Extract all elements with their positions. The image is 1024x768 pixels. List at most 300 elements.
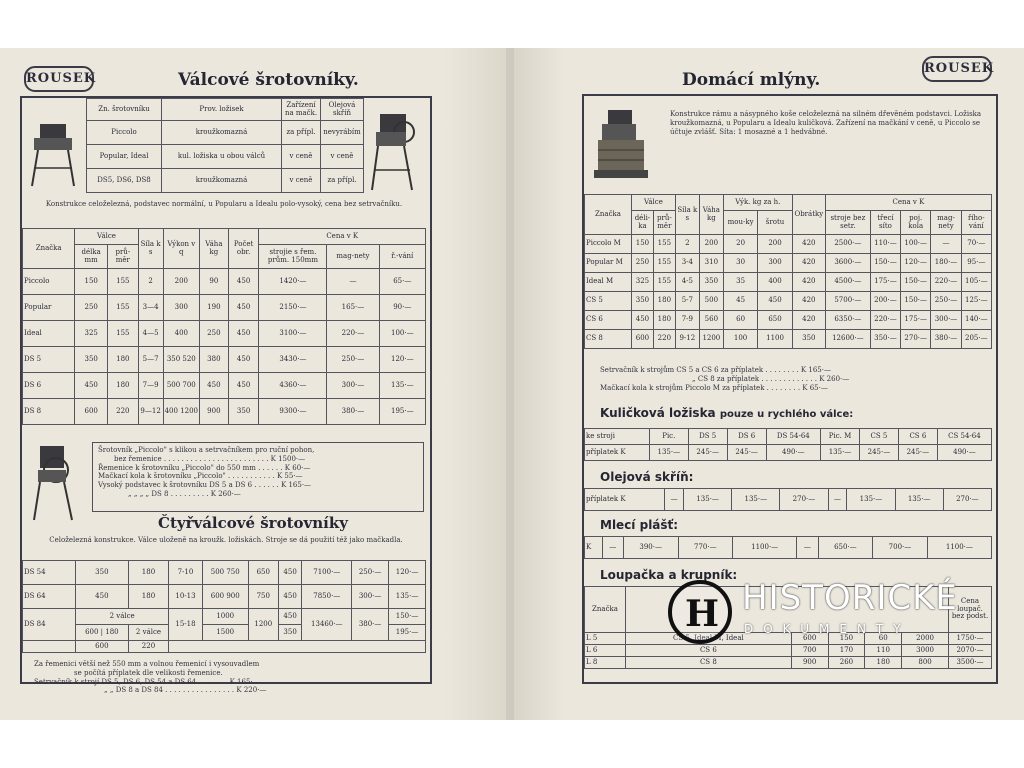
table-cell: Pic. (649, 429, 688, 445)
table-cell: 135·— (732, 489, 780, 511)
col-header: prů-měr (653, 211, 675, 235)
table-cell: kroužkomazná (162, 169, 282, 193)
table-cell: 500 (699, 292, 723, 311)
table-cell: 450 (228, 373, 259, 399)
table-cell: příplatek K (585, 445, 650, 461)
table-cell: 180 (128, 585, 169, 609)
col-header: Výkon v q (163, 229, 199, 269)
col-header: mag-nety (327, 245, 379, 269)
table-row (585, 273, 992, 292)
table-row (585, 330, 992, 349)
table-cell: 420 (792, 235, 825, 254)
table-cell: 135·— (821, 445, 860, 461)
table-cell: 300·— (931, 311, 961, 330)
table-cell: 490·— (937, 445, 991, 461)
table-cell: 250 (200, 321, 229, 347)
table-cell: 135·— (389, 585, 426, 609)
table-cell: 195·— (379, 399, 425, 425)
table-cell: 300 (163, 295, 199, 321)
table-cell: 45 (723, 292, 757, 311)
table-cell: 500 700 (163, 373, 199, 399)
table-cell: Piccolo M (585, 235, 632, 254)
table-cell: 2070·— (949, 645, 992, 657)
table-cell: 120·— (901, 254, 931, 273)
table-cell: DS 64 (23, 585, 76, 609)
col-header: Cena v K (259, 229, 426, 245)
section-four-roller-title: Čtyřválcové šrotovníky (158, 514, 348, 532)
home-mill-intro: Konstrukce rámu a násypného koše celoželezná na silném dřevěném podstavci. Ložiska kroužkomazná, u Popularu a Idealu kuličková. Zařízení na mačkání v ceně, u Piccolo se účtuje zvlášť. Síta: 1 mosazné a 1 hedvábné. (670, 110, 982, 136)
table-cell: 5700·— (825, 292, 870, 311)
table-cell: 7850·— (302, 585, 352, 609)
table-cell: 400 1200 (163, 399, 199, 425)
table-cell: 135·— (379, 373, 425, 399)
section-four-roller-note: Celoželezná konstrukce. Válce uloženě na kroužk. ložiskách. Stroje se dá použití též jako mačkadla. (49, 536, 403, 544)
col-header: Válce (631, 195, 675, 211)
note-line: se počítá příplatek dle velikosti řemenice. (74, 668, 223, 677)
table-cell: 420 (792, 292, 825, 311)
table-cell: 325 (631, 273, 653, 292)
table-cell: 500 750 (202, 561, 248, 585)
table-cell: 180 (108, 373, 139, 399)
table-cell: 150 (631, 235, 653, 254)
table-cell: 600 900 (202, 585, 248, 609)
ball-bearings-label: Kuličková ložiska (600, 406, 716, 420)
table-cell: 3100·— (259, 321, 327, 347)
table-cell: 600 (75, 399, 108, 425)
table-cell: 560 (699, 311, 723, 330)
table-cell: 450 (200, 373, 229, 399)
table-cell: 65·— (379, 269, 425, 295)
table-cell: 95·— (961, 254, 991, 273)
table-cell: 2500·— (825, 235, 870, 254)
col-header: Značka (585, 195, 632, 235)
note-line: Šrotovník „Piccolo" s klikou a setrvačníkem pro ruční pohon, (98, 446, 315, 454)
table-cell: 350 (76, 561, 129, 585)
table-cell: CS 8 (585, 330, 632, 349)
table-row (23, 585, 426, 609)
table-cell: 155 (653, 254, 675, 273)
table-cell: DS 84 (23, 609, 76, 641)
table-cell: 2 válce (76, 609, 169, 625)
table-cell: 110 (865, 645, 902, 657)
table-cell: 350 520 (163, 347, 199, 373)
table-cell: 135·— (649, 445, 688, 461)
table-cell: 220·— (931, 273, 961, 292)
table-row (585, 311, 992, 330)
table-row (585, 235, 992, 254)
table-cell: 9300·— (259, 399, 327, 425)
historicke-dokumenty-watermark (668, 578, 968, 650)
table-cell: 350·— (870, 330, 900, 349)
table-cell: DS 6 (727, 429, 766, 445)
table-cell: 6350·— (825, 311, 870, 330)
col-header: Obrátky (792, 195, 825, 235)
home-mill-notes (600, 366, 990, 392)
table-cell: v ceně (282, 145, 321, 169)
table-cell: 350 (699, 273, 723, 292)
table-cell: 140·— (961, 311, 991, 330)
table-cell: 195·— (389, 625, 426, 641)
table-cell: 155 (653, 273, 675, 292)
table-cell: 135·— (895, 489, 943, 511)
note-line: Setrvačník k strojí DS 5, DS 6, DS 54 a DS 64 . . . . . . . K 165·— (34, 677, 260, 686)
table-cell: 7-10 (169, 561, 202, 585)
table-cell: 60 (723, 311, 757, 330)
note-line: Mačkací kola k šrotovníku „Piccolo" . . . . . . . . . . . K 55·— (98, 472, 303, 481)
table-cell: 150·— (389, 609, 426, 625)
table-cell: 4-5 (675, 273, 699, 292)
table-cell: 5—7 (138, 347, 163, 373)
table-cell: 150·— (870, 254, 900, 273)
table-cell: DS 54 (23, 561, 76, 585)
table-row (23, 373, 426, 399)
table-cell: DS 6 (23, 373, 75, 399)
four-roller-table (22, 560, 426, 653)
table-cell: 3000 (902, 645, 949, 657)
table-cell: 180·— (931, 254, 961, 273)
table-row (23, 295, 426, 321)
table-cell: DS5, DS6, DS8 (87, 169, 162, 193)
home-mill-illustration (590, 106, 652, 182)
table-cell: — (828, 489, 847, 511)
col-header: mou-ky (723, 211, 757, 235)
table-cell: 650 (248, 561, 278, 585)
table-cell: 155 (653, 235, 675, 254)
table-cell: 800 (902, 657, 949, 669)
col-header: délka mm (75, 245, 108, 269)
rousek-logo: ROUSEK (24, 66, 94, 92)
table-cell: Popular M (585, 254, 632, 273)
watermark-subtext: DOKUMENTY (744, 622, 911, 636)
table-cell: kul. ložiska u obou válců (162, 145, 282, 169)
table-cell: 155 (108, 321, 139, 347)
table-cell: CS 6 (626, 645, 792, 657)
table-cell: nevyrábím (321, 121, 364, 145)
table-cell: 250 (75, 295, 108, 321)
table-cell: 200 (163, 269, 199, 295)
table-cell: 1100·— (733, 537, 797, 559)
table-cell: 270·— (943, 489, 991, 511)
table-cell: 245·— (688, 445, 727, 461)
table-cell: 1100·— (927, 537, 991, 559)
table-cell: Popular (23, 295, 75, 321)
table-cell: 420 (792, 273, 825, 292)
col-header: Olejová skříň (321, 99, 364, 121)
table-cell: 450 (278, 585, 302, 609)
col-header: Zařízení na mačk. (282, 99, 321, 121)
col-header: Síla k s (675, 195, 699, 235)
table-cell: 250·— (327, 347, 379, 373)
col-header: ř.-vání (379, 245, 425, 269)
piccolo-notes (98, 446, 418, 499)
table-cell: 90·— (379, 295, 425, 321)
col-header: prů-měr (108, 245, 139, 269)
four-roller-body (23, 561, 426, 609)
table-cell: 350 (278, 625, 302, 641)
table-cell: 245·— (859, 445, 898, 461)
table-cell: 600 (76, 641, 129, 653)
huller-title: Loupačka a krupník: (600, 568, 738, 582)
table-cell: 2000 (902, 633, 949, 645)
table-cell: 350 (792, 330, 825, 349)
table-cell: 4500·— (825, 273, 870, 292)
grinding-shell-table (584, 536, 992, 559)
note-line: „ „ DS 8 a DS 84 . . . . . . . . . . . . . . . . K 220·— (104, 686, 267, 695)
col-header: Značka (23, 229, 75, 269)
table-cell: CS 5 (859, 429, 898, 445)
page-title: Válcové šrotovníky. (178, 70, 359, 90)
construction-note: Konstrukce celoželezná, podstavec normální, u Popularu a Idealu polo-vysoký, cena bez setrvačníku. (45, 200, 403, 208)
table-cell: 770·— (678, 537, 733, 559)
table-cell: 105·— (961, 273, 991, 292)
bearing-table (86, 98, 364, 193)
table-cell: 150·— (901, 273, 931, 292)
left-footer-notes (34, 660, 414, 695)
table-cell: L 5 (585, 633, 626, 645)
table-cell: CS 54-64 (937, 429, 991, 445)
table-cell: 30 (723, 254, 757, 273)
table-cell: 4360·— (259, 373, 327, 399)
table-cell: 20 (723, 235, 757, 254)
table-cell: 2 (675, 235, 699, 254)
table-cell: 1500 (202, 625, 248, 641)
table-cell: 3500·— (949, 657, 992, 669)
table-cell: CS 8 (626, 657, 792, 669)
table-cell: DS 8 (23, 399, 75, 425)
table-cell: 15-18 (169, 609, 202, 641)
watermark-letter: H (685, 593, 720, 635)
watermark-logo-icon (668, 580, 732, 644)
table-cell: 180 (108, 347, 139, 373)
table-cell: Ideal M (585, 273, 632, 292)
col-header: Váha kg (699, 195, 723, 235)
table-cell: 150 (75, 269, 108, 295)
table-cell: 120·— (389, 561, 426, 585)
table-cell: 1200 (699, 330, 723, 349)
table-cell: 450 (75, 373, 108, 399)
table-cell: 155 (108, 295, 139, 321)
table-cell: 245·— (898, 445, 937, 461)
table-cell: 900 (200, 399, 229, 425)
table-row (585, 254, 992, 273)
table-cell: 260 (828, 657, 865, 669)
col-header: déli-ka (631, 211, 653, 235)
table-row (23, 321, 426, 347)
table-cell: 7100·— (302, 561, 352, 585)
col-header: šrotu (758, 211, 792, 235)
table-cell: 420 (792, 254, 825, 273)
ball-header-row (585, 429, 992, 445)
table-cell: L 6 (585, 645, 626, 657)
table-cell (128, 625, 169, 641)
table-cell: 450 (228, 347, 259, 373)
table-cell: 390·— (623, 537, 678, 559)
table-cell: 310 (699, 254, 723, 273)
col-header: Výk. kg za h. (723, 195, 792, 211)
table-cell: 190 (200, 295, 229, 321)
table-cell: 400 (163, 321, 199, 347)
table-cell: 205·— (961, 330, 991, 349)
table-cell: 7-9 (675, 311, 699, 330)
table-cell: 245·— (727, 445, 766, 461)
table-cell: 220 (128, 641, 169, 653)
table-cell: 380·— (352, 609, 389, 641)
table-cell (23, 641, 76, 653)
note-line: „ CS 8 za příplatek . . . . . . . . . . . . . K 260·— (692, 374, 850, 383)
table-cell: 250·— (931, 292, 961, 311)
piccolo-mill-illustration (30, 440, 76, 522)
table-cell: 650·— (818, 537, 873, 559)
table-cell: 70·— (961, 235, 991, 254)
table-cell: 300·— (352, 585, 389, 609)
table-cell: — (931, 235, 961, 254)
table-cell: 2 (138, 269, 163, 295)
table-cell: 3430·— (259, 347, 327, 373)
note-line: Vysoký podstavec k šrotovníku DS 5 a DS 6 . . . . . . K 165·— (98, 481, 312, 489)
table-cell: 200·— (870, 292, 900, 311)
table-row (23, 561, 426, 585)
table-cell: 120·— (379, 347, 425, 373)
table-cell: 220·— (327, 321, 379, 347)
table-cell: 170 (828, 645, 865, 657)
table-cell: 380·— (931, 330, 961, 349)
col-header: Cena loupač. bez podst. (949, 587, 992, 633)
col-header: poj. kola (901, 211, 931, 235)
ds84-dia: 180 (105, 627, 119, 636)
table-cell: Piccolo (87, 121, 162, 145)
table-cell: 180 (865, 657, 902, 669)
shell-price-row (585, 537, 992, 559)
col-header: strojie s řem. prům. 150mm (259, 245, 327, 269)
table-cell: ke stroji (585, 429, 650, 445)
grinding-shell-title: Mlecí plášť: (600, 518, 679, 532)
table-cell: 135·— (847, 489, 895, 511)
table-cell: 1750·— (949, 633, 992, 645)
table-cell: 450 (278, 609, 302, 625)
ds84-sub2: 2 válce (135, 627, 162, 636)
table-cell: Ideal (23, 321, 75, 347)
table-cell: 300·— (327, 373, 379, 399)
table-cell: 90 (200, 269, 229, 295)
table-cell: 220 (653, 330, 675, 349)
page-title: Domácí mlýny. (682, 70, 821, 90)
table-cell: 110·— (870, 235, 900, 254)
col-header: Váha kg (200, 229, 229, 269)
table-cell: 200 (699, 235, 723, 254)
table-cell: 4—5 (138, 321, 163, 347)
table-cell: 220 (108, 399, 139, 425)
table-cell: 450 (758, 292, 792, 311)
table-cell: 175·— (901, 311, 931, 330)
table-cell: 350 (75, 347, 108, 373)
table-cell: 155 (108, 269, 139, 295)
col-header: Počet obr. (228, 229, 259, 269)
table-cell: 175·— (870, 273, 900, 292)
table-cell: 100·— (901, 235, 931, 254)
table-cell: — (327, 269, 379, 295)
table-cell: Piccolo (23, 269, 75, 295)
table-cell: CS 5, Ideal M, Ideal (626, 633, 792, 645)
ball-bearings-subtitle: pouze u rychlého válce: (719, 409, 854, 420)
table-cell: 350 (631, 292, 653, 311)
oil-box-table (584, 488, 992, 511)
col-header: Prov. ložisek (162, 99, 282, 121)
home-mill-body (585, 235, 992, 349)
ball-bearings-title (600, 406, 853, 420)
table-cell: v ceně (282, 169, 321, 193)
table-cell: 700·— (873, 537, 928, 559)
table-cell: 450 (228, 269, 259, 295)
table-cell: CS 6 (898, 429, 937, 445)
table-cell: 450 (228, 321, 259, 347)
table-cell: 9-12 (675, 330, 699, 349)
table-cell: 600 (791, 633, 828, 645)
col-header: stroje bez setr. (825, 211, 870, 235)
table-cell: 250 (631, 254, 653, 273)
table-cell: 750 (248, 585, 278, 609)
table-cell: 135·— (684, 489, 732, 511)
table-cell: 60 (865, 633, 902, 645)
table-cell: DS 54-64 (766, 429, 820, 445)
table-cell: 490·— (766, 445, 820, 461)
table-cell: 450 (278, 561, 302, 585)
col-header: Válce (75, 229, 138, 245)
table-cell: 1000 (202, 609, 248, 625)
table-cell: — (665, 489, 684, 511)
table-cell: příplatek K (585, 489, 665, 511)
table-cell: CS 5 (585, 292, 632, 311)
table-cell: 600 | 180 (76, 625, 129, 641)
oil-box-title: Olejová skříň: (600, 470, 694, 484)
table-cell: za přípl. (282, 121, 321, 145)
table-cell (169, 641, 426, 653)
table-cell: 220·— (870, 311, 900, 330)
table-cell: 450 (631, 311, 653, 330)
table-cell: — (602, 537, 623, 559)
table-cell: 400 (758, 273, 792, 292)
table-cell: 100·— (379, 321, 425, 347)
table-cell: 3—4 (138, 295, 163, 321)
col-header: třecí síto (870, 211, 900, 235)
table-row (23, 347, 426, 373)
table-cell: 3-4 (675, 254, 699, 273)
table-cell: 380·— (327, 399, 379, 425)
table-cell: 5-7 (675, 292, 699, 311)
home-mill-price-table (584, 194, 992, 349)
table-cell: 165·— (327, 295, 379, 321)
table-cell: v ceně (321, 145, 364, 169)
table-cell: 9—12 (138, 399, 163, 425)
roller-mill-illustration (30, 118, 76, 188)
col-header: Zn. šrotovníku (87, 99, 162, 121)
table-cell: 1200 (248, 609, 278, 641)
ball-bearings-table (584, 428, 992, 461)
table-cell: 35 (723, 273, 757, 292)
table-cell: 180 (128, 561, 169, 585)
table-cell: Popular, Ideal (87, 145, 162, 169)
table-cell: 1420·— (259, 269, 327, 295)
table-cell: 1100 (758, 330, 792, 349)
table-cell: DS 5 (23, 347, 75, 373)
main-table-body (23, 269, 426, 425)
note-line: Setrvačník k strojům CS 5 a CS 6 za příplatek . . . . . . . . K 165·— (600, 366, 831, 374)
col-header: mag-nety (931, 211, 961, 235)
table-cell: DS 5 (688, 429, 727, 445)
table-cell: 300 (758, 254, 792, 273)
table-cell: Pic. M (821, 429, 860, 445)
table-cell: 420 (792, 311, 825, 330)
table-cell: 12600·— (825, 330, 870, 349)
